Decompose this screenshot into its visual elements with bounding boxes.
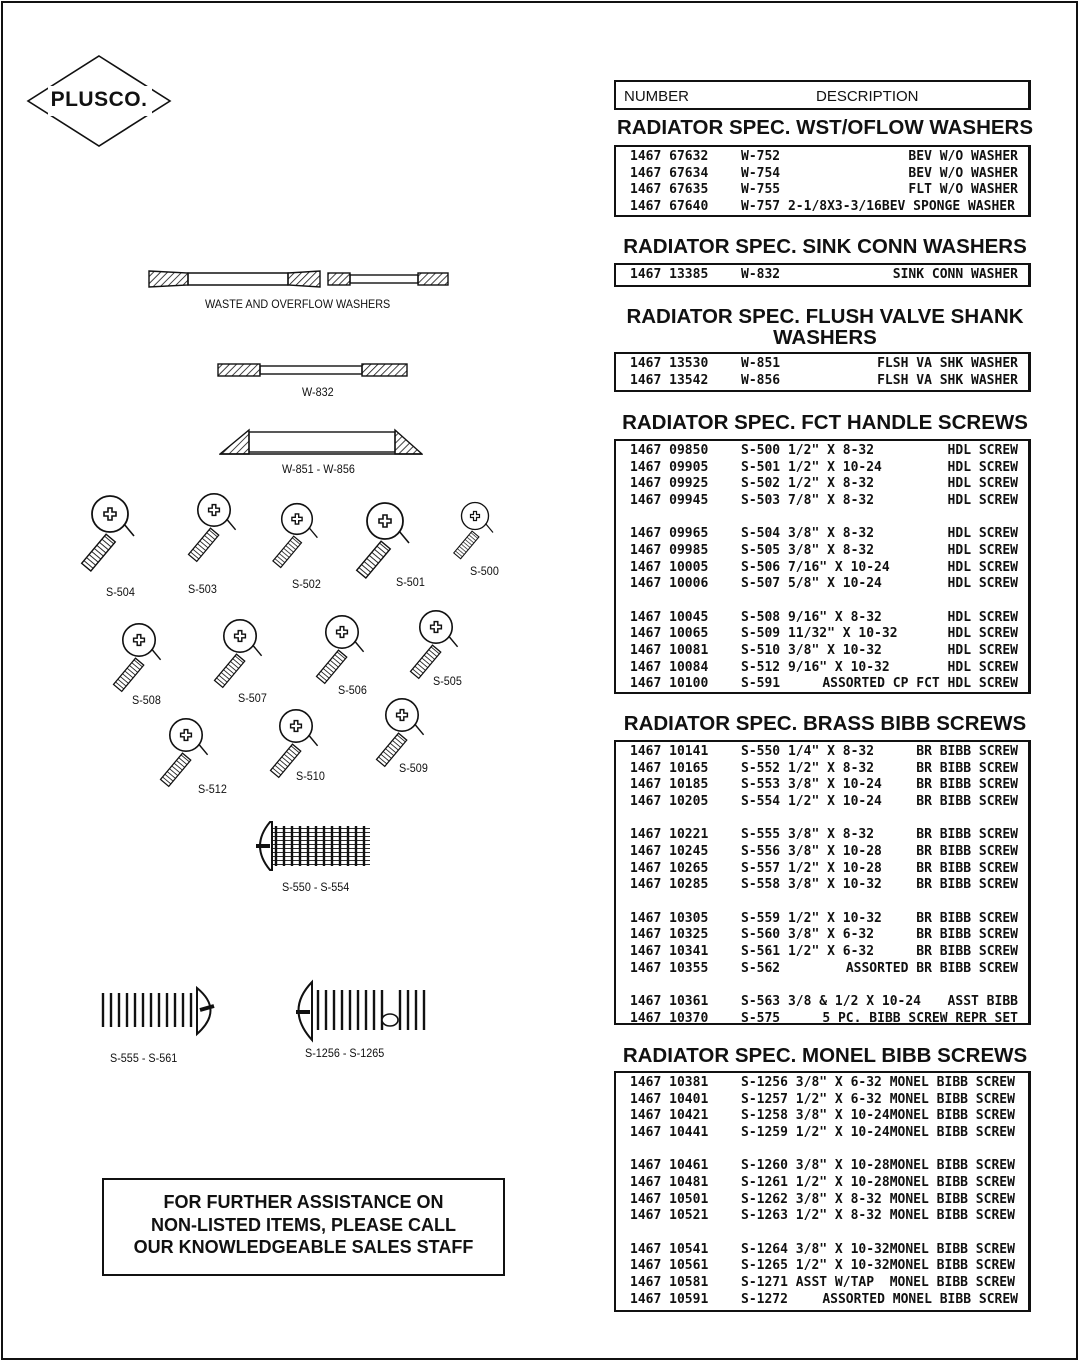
assistance-notice	[102, 1178, 505, 1276]
table-row	[616, 1011, 1028, 1028]
row-gap	[616, 509, 1028, 526]
part-description: BR BIBB SCREW	[916, 744, 1018, 759]
table-row	[616, 476, 1028, 493]
table-row	[616, 827, 1028, 844]
part-number: 1467 10591	[630, 1291, 709, 1307]
table-row	[616, 1208, 1028, 1225]
part-number: 1467 09985	[630, 542, 709, 558]
table-row	[616, 911, 1028, 928]
part-code: S-562	[741, 960, 781, 976]
table-row	[616, 927, 1028, 944]
part-description: HDL SCREW	[947, 459, 1018, 475]
part-code: S-510 3/8" X 10-32	[741, 642, 882, 658]
s510-caption: S-510	[296, 769, 325, 783]
part-number: 1467 10005	[630, 559, 709, 575]
washer-wo-caption: WASTE AND OVERFLOW WASHERS	[205, 297, 391, 311]
table-row	[616, 1075, 1028, 1092]
part-number: 1467 10461	[630, 1158, 709, 1174]
table-row	[616, 267, 1028, 284]
table-row	[616, 460, 1028, 477]
part-code: S-1258 3/8" X 10-24MONEL BIBB SCREW	[741, 1108, 1015, 1124]
part-code: S-554 1/2" X 10-24	[741, 793, 882, 809]
part-description: HDL SCREW	[947, 642, 1018, 658]
column-header-box	[614, 80, 1031, 110]
s505-caption: S-505	[433, 674, 462, 688]
part-description: ASSORTED MONEL BIBB SCREW	[822, 1291, 1018, 1307]
table-row	[616, 610, 1028, 627]
part-number: 1467 10501	[630, 1191, 709, 1207]
part-number: 1467 10355	[630, 960, 709, 976]
part-description: BR BIBB SCREW	[916, 793, 1018, 809]
part-number: 1467 13542	[630, 372, 709, 388]
row-gap	[616, 1225, 1028, 1242]
s504-caption: S-504	[106, 585, 135, 599]
part-description: BR BIBB SCREW	[916, 827, 1018, 843]
part-code: S-553 3/8" X 10-24	[741, 777, 882, 793]
part-number: 1467 10084	[630, 659, 709, 675]
s1256-caption: S-1256 - S-1265	[305, 1046, 385, 1060]
part-code: W-832	[741, 267, 781, 282]
part-number: 1467 10165	[630, 760, 709, 776]
s502-drawing	[273, 504, 317, 568]
parts-table-fct-handle	[614, 439, 1031, 694]
part-number: 1467 10305	[630, 910, 709, 926]
part-code: W-755	[741, 182, 781, 198]
part-number: 1467 67635	[630, 182, 709, 198]
s501-caption: S-501	[396, 575, 425, 589]
parts-table-wst-oflow	[614, 145, 1031, 217]
part-description: BEV W/O WASHER	[908, 149, 1018, 164]
part-description: HDL SCREW	[947, 626, 1018, 642]
s505-drawing	[410, 611, 457, 679]
part-description: BR BIBB SCREW	[916, 877, 1018, 893]
assist-line-2: NON-LISTED ITEMS, PLEASE CALL	[150, 1214, 456, 1235]
table-row	[616, 777, 1028, 794]
part-description: ASSORTED BR BIBB SCREW	[845, 960, 1018, 976]
part-number: 1467 10521	[630, 1208, 709, 1224]
part-code: S-552 1/2" X 8-32	[741, 760, 875, 776]
part-number: 1467 67634	[630, 165, 709, 181]
part-code: W-851	[741, 356, 781, 371]
part-code: S-563 3/8 & 1/2 X 10-24	[741, 994, 922, 1010]
table-row	[616, 794, 1028, 811]
part-number: 1467 10325	[630, 927, 709, 943]
table-row	[616, 744, 1028, 761]
part-code: S-1260 3/8" X 10-28MONEL BIBB SCREW	[741, 1158, 1015, 1174]
part-number: 1467 10045	[630, 609, 709, 625]
table-row	[616, 643, 1028, 660]
table-row	[616, 199, 1028, 216]
part-number: 1467 10441	[630, 1124, 709, 1140]
part-number: 1467 10361	[630, 994, 709, 1010]
table-row	[616, 844, 1028, 861]
part-description: BR BIBB SCREW	[916, 943, 1018, 959]
s503-caption: S-503	[188, 582, 217, 596]
s550-drawing	[256, 822, 370, 870]
part-description: HDL SCREW	[947, 609, 1018, 625]
table-row	[616, 182, 1028, 199]
part-code: S-1256 3/8" X 6-32 MONEL BIBB SCREW	[741, 1075, 1015, 1090]
part-code: S-1272	[741, 1291, 788, 1307]
part-code: S-591	[741, 676, 781, 692]
table-row	[616, 1192, 1028, 1209]
table-row	[616, 1158, 1028, 1175]
part-code: S-508 9/16" X 8-32	[741, 609, 882, 625]
part-number: 1467 67640	[630, 198, 709, 214]
table-row	[616, 994, 1028, 1011]
description-column-label: DESCRIPTION	[816, 88, 919, 105]
table-row	[616, 560, 1028, 577]
part-number: 1467 09965	[630, 526, 709, 542]
part-code: S-1264 3/8" X 10-32MONEL BIBB SCREW	[741, 1241, 1015, 1257]
part-code: S-1262 3/8" X 8-32 MONEL BIBB SCREW	[741, 1191, 1015, 1207]
part-code: S-509 11/32" X 10-32	[741, 626, 898, 642]
part-description: HDL SCREW	[947, 576, 1018, 592]
parts-table-brass-bibb	[614, 740, 1031, 1025]
part-description: FLSH VA SHK WASHER	[877, 356, 1018, 371]
part-code: S-503 7/8" X 8-32	[741, 492, 875, 508]
parts-table-flush-valve	[614, 352, 1031, 392]
part-description: HDL SCREW	[947, 542, 1018, 558]
part-number: 1467 10381	[630, 1075, 709, 1090]
part-code: S-501 1/2" X 10-24	[741, 459, 882, 475]
table-row	[616, 373, 1028, 390]
part-code: S-560 3/8" X 6-32	[741, 927, 875, 943]
part-description: BR BIBB SCREW	[916, 910, 1018, 926]
assist-line-1: FOR FURTHER ASSISTANCE ON	[163, 1192, 444, 1212]
parts-table-sink-conn	[614, 263, 1031, 287]
part-number: 1467 10221	[630, 827, 709, 843]
table-row	[616, 493, 1028, 510]
s550-caption: S-550 - S-554	[282, 880, 350, 894]
row-gap	[616, 977, 1028, 994]
part-number: 1467 10541	[630, 1241, 709, 1257]
table-row	[616, 660, 1028, 677]
part-code: S-561 1/2" X 6-32	[741, 943, 875, 959]
part-description: HDL SCREW	[947, 443, 1018, 458]
s500-caption: S-500	[470, 564, 499, 578]
part-code: S-507 5/8" X 10-24	[741, 576, 882, 592]
part-description: BR BIBB SCREW	[916, 843, 1018, 859]
s506-drawing	[316, 616, 363, 684]
table-row	[616, 877, 1028, 894]
part-description: BR BIBB SCREW	[916, 860, 1018, 876]
part-number: 1467 09850	[630, 443, 709, 458]
part-code: S-1257 1/2" X 6-32 MONEL BIBB SCREW	[741, 1091, 1015, 1107]
table-row	[616, 356, 1028, 373]
part-number: 1467 10561	[630, 1258, 709, 1274]
table-row	[616, 526, 1028, 543]
part-code: S-556 3/8" X 10-28	[741, 843, 882, 859]
part-number: 1467 10370	[630, 1010, 709, 1026]
table-row	[616, 626, 1028, 643]
table-row	[616, 1125, 1028, 1142]
part-number: 1467 10100	[630, 676, 709, 692]
part-code: S-1263 1/2" X 8-32 MONEL BIBB SCREW	[741, 1208, 1015, 1224]
part-code: S-558 3/8" X 10-32	[741, 877, 882, 893]
part-code: S-575	[741, 1010, 781, 1026]
part-number: 1467 09905	[630, 459, 709, 475]
table-row	[616, 1258, 1028, 1275]
logo-text: PLUSCO.	[50, 88, 148, 111]
s506-caption: S-506	[338, 683, 367, 697]
part-description: SINK CONN WASHER	[892, 267, 1018, 282]
part-number: 1467 10141	[630, 744, 709, 759]
table-row	[616, 1242, 1028, 1259]
table-row	[616, 543, 1028, 560]
s555-caption: S-555 - S-561	[110, 1051, 178, 1065]
part-description: BEV W/O WASHER	[908, 165, 1018, 181]
s504-drawing	[82, 496, 134, 571]
part-number: 1467 13385	[630, 267, 709, 282]
table-row	[616, 1275, 1028, 1292]
part-number: 1467 10421	[630, 1108, 709, 1124]
part-number: 1467 10265	[630, 860, 709, 876]
part-description: BR BIBB SCREW	[916, 777, 1018, 793]
table-row	[616, 676, 1028, 693]
part-code: S-1259 1/2" X 10-24MONEL BIBB SCREW	[741, 1124, 1015, 1140]
table-row	[616, 1092, 1028, 1109]
table-row	[616, 961, 1028, 978]
part-code: W-754	[741, 165, 781, 181]
part-code: S-512 9/16" X 10-32	[741, 659, 890, 675]
part-code: S-504 3/8" X 8-32	[741, 526, 875, 542]
part-code: S-557 1/2" X 10-28	[741, 860, 882, 876]
table-row	[616, 761, 1028, 778]
screw-drawings	[0, 0, 600, 1100]
table-row	[616, 149, 1028, 166]
part-code: S-1265 1/2" X 10-32MONEL BIBB SCREW	[741, 1258, 1015, 1274]
part-code: S-1271 ASST W/TAP MONEL BIBB SCREW	[741, 1274, 1015, 1290]
part-description: HDL SCREW	[947, 659, 1018, 675]
part-number: 1467 10185	[630, 777, 709, 793]
parts-table-monel-bibb	[614, 1071, 1031, 1312]
s509-drawing	[376, 699, 423, 767]
table-row	[616, 944, 1028, 961]
part-number: 1467 10401	[630, 1091, 709, 1107]
w832-caption: W-832	[302, 385, 334, 399]
part-number: 1467 10245	[630, 843, 709, 859]
part-code: S-500 1/2" X 8-32	[741, 443, 875, 458]
part-description: ASST BIBB	[947, 994, 1018, 1010]
part-number: 1467 10205	[630, 793, 709, 809]
part-number: 1467 10065	[630, 626, 709, 642]
part-code: S-502 1/2" X 8-32	[741, 476, 875, 492]
part-number: 1467 10285	[630, 877, 709, 893]
part-number: 1467 67632	[630, 149, 709, 164]
part-description: HDL SCREW	[947, 476, 1018, 492]
part-description: BR BIBB SCREW	[916, 927, 1018, 943]
s507-drawing	[214, 620, 261, 688]
part-description: HDL SCREW	[947, 526, 1018, 542]
s503-drawing	[188, 494, 235, 562]
part-description: HDL SCREW	[947, 492, 1018, 508]
part-code: W-757 2-1/8X3-3/16BEV SPONGE WASHER	[741, 198, 1015, 214]
s1256-drawing	[296, 982, 424, 1040]
part-description: FLSH VA SHK WASHER	[877, 372, 1018, 388]
section-title-brass-bibb: RADIATOR SPEC. BRASS BIBB SCREWS	[623, 712, 1027, 735]
part-number: 1467 10581	[630, 1274, 709, 1290]
part-code: S-559 1/2" X 10-32	[741, 910, 882, 926]
s555-drawing	[103, 988, 214, 1034]
part-number: 1467 10481	[630, 1174, 709, 1190]
part-description: FLT W/O WASHER	[908, 182, 1018, 198]
number-column-label: NUMBER	[624, 88, 690, 105]
table-row	[616, 166, 1028, 183]
s508-drawing	[113, 624, 160, 692]
part-code: S-550 1/4" X 8-32	[741, 744, 875, 759]
table-row	[616, 1175, 1028, 1192]
s502-caption: S-502	[292, 577, 321, 591]
part-number: 1467 10341	[630, 943, 709, 959]
s507-caption: S-507	[238, 691, 267, 705]
part-description: ASSORTED CP FCT HDL SCREW	[822, 676, 1018, 692]
table-row	[616, 576, 1028, 593]
section-title-monel-bibb: RADIATOR SPEC. MONEL BIBB SCREWS	[622, 1044, 1028, 1067]
section-title-fct-handle: RADIATOR SPEC. FCT HANDLE SCREWS	[622, 411, 1028, 434]
part-description: HDL SCREW	[947, 559, 1018, 575]
s510-drawing	[270, 710, 317, 778]
section-title-wst-oflow: RADIATOR SPEC. WST/OFLOW WASHERS	[616, 116, 1034, 139]
part-number: 1467 09925	[630, 476, 709, 492]
assist-line-3: OUR KNOWLEDGEABLE SALES STAFF	[133, 1237, 474, 1257]
row-gap	[616, 1141, 1028, 1158]
table-row	[616, 861, 1028, 878]
part-code: W-856	[741, 372, 781, 388]
section-title-flush-valve: RADIATOR SPEC. FLUSH VALVE SHANK WASHERS	[626, 305, 1024, 349]
part-number: 1467 13530	[630, 356, 709, 371]
part-code: S-555 3/8" X 8-32	[741, 827, 875, 843]
s512-caption: S-512	[198, 782, 227, 796]
s508-caption: S-508	[132, 693, 161, 707]
part-number: 1467 10006	[630, 576, 709, 592]
table-row	[616, 1292, 1028, 1309]
part-code: S-1261 1/2" X 10-28MONEL BIBB SCREW	[741, 1174, 1015, 1190]
row-gap	[616, 810, 1028, 827]
s512-drawing	[160, 719, 207, 787]
row-gap	[616, 894, 1028, 911]
table-row	[616, 1108, 1028, 1125]
part-code: W-752	[741, 149, 781, 164]
part-code: S-505 3/8" X 8-32	[741, 542, 875, 558]
table-row	[616, 443, 1028, 460]
s501-drawing	[357, 503, 409, 578]
part-description: 5 PC. BIBB SCREW REPR SET	[822, 1010, 1018, 1026]
row-gap	[616, 593, 1028, 610]
w851-caption: W-851 - W-856	[282, 462, 355, 476]
part-code: S-506 7/16" X 10-24	[741, 559, 890, 575]
s500-drawing	[454, 503, 493, 559]
part-description: BR BIBB SCREW	[916, 760, 1018, 776]
part-number: 1467 10081	[630, 642, 709, 658]
part-number: 1467 09945	[630, 492, 709, 508]
s509-caption: S-509	[399, 761, 428, 775]
section-title-sink-conn: RADIATOR SPEC. SINK CONN WASHERS	[623, 235, 1027, 258]
